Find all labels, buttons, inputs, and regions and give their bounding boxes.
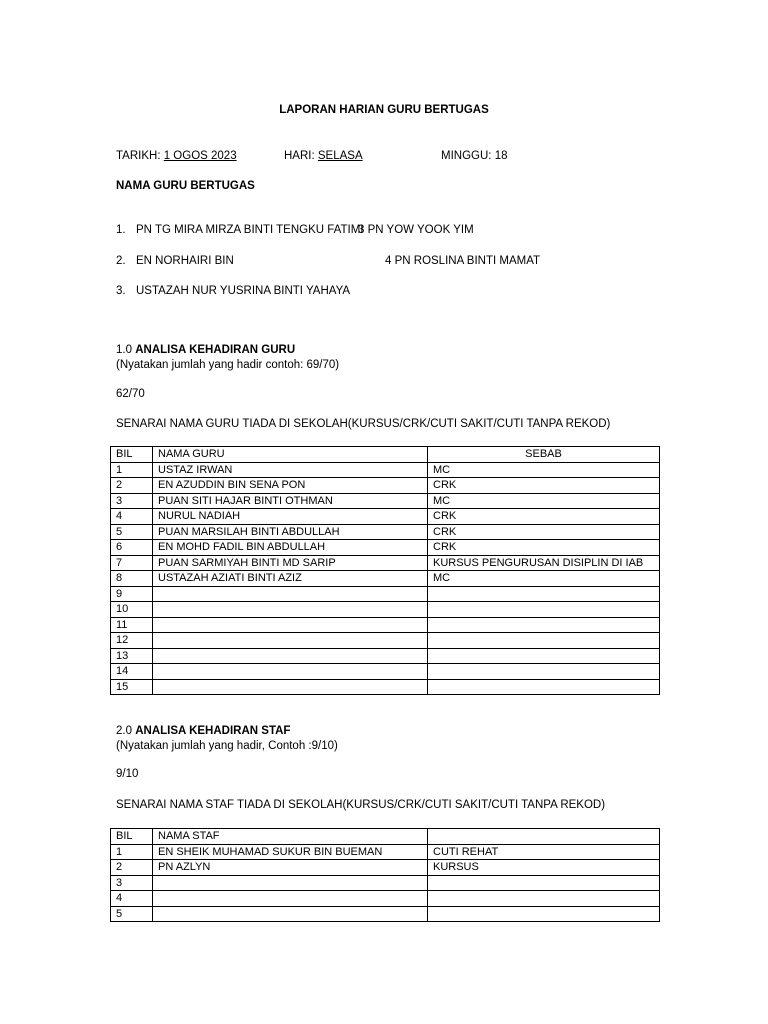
reason-cell: MC (428, 493, 660, 509)
name-cell: EN SHEIK MUHAMAD SUKUR BIN BUEMAN (153, 844, 428, 860)
date-value: 1 OGOS 2023 (163, 150, 237, 162)
table-row (111, 462, 660, 478)
name-cell: USTAZAH AZIATI BINTI AZIZ (153, 571, 428, 587)
name-cell (153, 906, 428, 922)
reason-cell: KURSUS PENGURUSAN DISIPLIN DI IAB (428, 555, 660, 571)
bil-cell: 5 (111, 906, 153, 922)
staff-table-header-row (111, 829, 660, 845)
bil-cell: 2 (111, 860, 153, 876)
bil-cell: 9 (111, 586, 153, 602)
bil-cell: 10 (111, 602, 153, 618)
reason-cell (428, 648, 660, 664)
reason-cell (428, 679, 660, 695)
table-row (111, 844, 660, 860)
reason-cell: MC (428, 462, 660, 478)
staff-table-header-sebab (428, 829, 660, 845)
day-field (284, 150, 363, 162)
name-cell: EN AZUDDIN BIN SENA PON (153, 478, 428, 494)
table-row (111, 860, 660, 876)
week-field (441, 150, 507, 162)
reason-cell: MC (428, 571, 660, 587)
section1-note: (Nyatakan jumlah yang hadir contoh: 69/70) (116, 359, 340, 371)
name-cell (153, 679, 428, 695)
reason-cell: KURSUS (428, 860, 660, 876)
duty-heading: NAMA GURU BERTUGAS (116, 180, 255, 192)
duty-item-3-text: 3 PN YOW YOOK YIM (358, 224, 474, 236)
section2-title: ANALISA KEHADIRAN STAF (135, 725, 291, 737)
bil-cell: 14 (111, 664, 153, 680)
duty-item-3-num: 3. (116, 285, 126, 297)
section1-number: 1.0 (116, 344, 132, 356)
section2-note: (Nyatakan jumlah yang hadir, Contoh :9/10) (116, 740, 338, 752)
name-cell: NURUL NADIAH (153, 509, 428, 525)
bil-cell: 3 (111, 875, 153, 891)
table-row (111, 509, 660, 525)
section1-value: 62/70 (116, 388, 145, 400)
bil-cell: 12 (111, 633, 153, 649)
bil-cell: 2 (111, 478, 153, 494)
section2-heading (116, 725, 290, 737)
teacher-absence-table (110, 446, 660, 695)
name-cell (153, 891, 428, 907)
table-row (111, 617, 660, 633)
teacher-table-header-row (111, 447, 660, 463)
duty-item-1-num: 1. (116, 224, 126, 236)
bil-cell: 15 (111, 679, 153, 695)
name-cell (153, 602, 428, 618)
bil-cell: 8 (111, 571, 153, 587)
name-cell: EN MOHD FADIL BIN ABDULLAH (153, 540, 428, 556)
week-value: 18 (494, 150, 508, 162)
section2-list-title: SENARAI NAMA STAF TIADA DI SEKOLAH(KURSUS/CRK/CUTI SAKIT/CUTI TANPA REKOD) (116, 799, 606, 811)
table-row (111, 891, 660, 907)
teacher-table-header-bil: BIL (111, 447, 153, 463)
staff-table-header-bil: BIL (111, 829, 153, 845)
reason-cell: CRK (428, 509, 660, 525)
date-field (116, 150, 237, 162)
bil-cell: 6 (111, 540, 153, 556)
bil-cell: 4 (111, 509, 153, 525)
week-label: MINGGU: (441, 150, 492, 162)
bil-cell: 1 (111, 462, 153, 478)
section1-title: ANALISA KEHADIRAN GURU (135, 344, 296, 356)
day-label: HARI: (284, 150, 315, 162)
name-cell (153, 648, 428, 664)
duty-item-2-text: EN NORHAIRI BIN (136, 255, 234, 267)
reason-cell (428, 633, 660, 649)
name-cell (153, 586, 428, 602)
reason-cell (428, 617, 660, 633)
duty-item-2-num: 2. (116, 255, 126, 267)
name-cell (153, 617, 428, 633)
bil-cell: 3 (111, 493, 153, 509)
duty-item-1-text: PN TG MIRA MIRZA BINTI TENGKU FATIMI (136, 224, 364, 236)
table-row (111, 493, 660, 509)
name-cell: PN AZLYN (153, 860, 428, 876)
table-row (111, 633, 660, 649)
bil-cell: 5 (111, 524, 153, 540)
name-cell: PUAN SITI HAJAR BINTI OTHMAN (153, 493, 428, 509)
bil-cell: 4 (111, 891, 153, 907)
reason-cell: CUTI REHAT (428, 844, 660, 860)
reason-cell (428, 906, 660, 922)
bil-cell: 1 (111, 844, 153, 860)
reason-cell (428, 875, 660, 891)
table-row (111, 648, 660, 664)
table-row (111, 875, 660, 891)
date-label: TARIKH: (116, 150, 161, 162)
table-row (111, 555, 660, 571)
reason-cell (428, 664, 660, 680)
bil-cell: 11 (111, 617, 153, 633)
reason-cell (428, 891, 660, 907)
day-value: SELASA (317, 150, 363, 162)
section2-number: 2.0 (116, 725, 132, 737)
section2-value: 9/10 (116, 768, 139, 780)
staff-absence-table (110, 828, 660, 922)
section1-list-title: SENARAI NAMA GURU TIADA DI SEKOLAH(KURSUS/CRK/CUTI SAKIT/CUTI TANPA REKOD) (116, 418, 611, 430)
teacher-table-header-sebab: SEBAB (428, 447, 660, 463)
table-row (111, 478, 660, 494)
name-cell: USTAZ IRWAN (153, 462, 428, 478)
section1-heading (116, 344, 295, 356)
name-cell (153, 633, 428, 649)
reason-cell (428, 586, 660, 602)
staff-table-header-nama: NAMA STAF (153, 829, 428, 845)
reason-cell: CRK (428, 478, 660, 494)
table-row (111, 586, 660, 602)
reason-cell (428, 602, 660, 618)
reason-cell: CRK (428, 540, 660, 556)
bil-cell: 7 (111, 555, 153, 571)
name-cell: PUAN SARMIYAH BINTI MD SARIP (153, 555, 428, 571)
table-row (111, 540, 660, 556)
duty-item-5-text: USTAZAH NUR YUSRINA BINTI YAHAYA (136, 285, 351, 297)
table-row (111, 906, 660, 922)
name-cell (153, 875, 428, 891)
bil-cell: 13 (111, 648, 153, 664)
table-row (111, 679, 660, 695)
table-row (111, 602, 660, 618)
name-cell: PUAN MARSILAH BINTI ABDULLAH (153, 524, 428, 540)
table-row (111, 524, 660, 540)
table-row (111, 571, 660, 587)
table-row (111, 664, 660, 680)
reason-cell: CRK (428, 524, 660, 540)
duty-item-4-text: 4 PN ROSLINA BINTI MAMAT (385, 255, 541, 267)
name-cell (153, 664, 428, 680)
page-title: LAPORAN HARIAN GURU BERTUGAS (279, 104, 489, 116)
teacher-table-header-nama: NAMA GURU (153, 447, 428, 463)
